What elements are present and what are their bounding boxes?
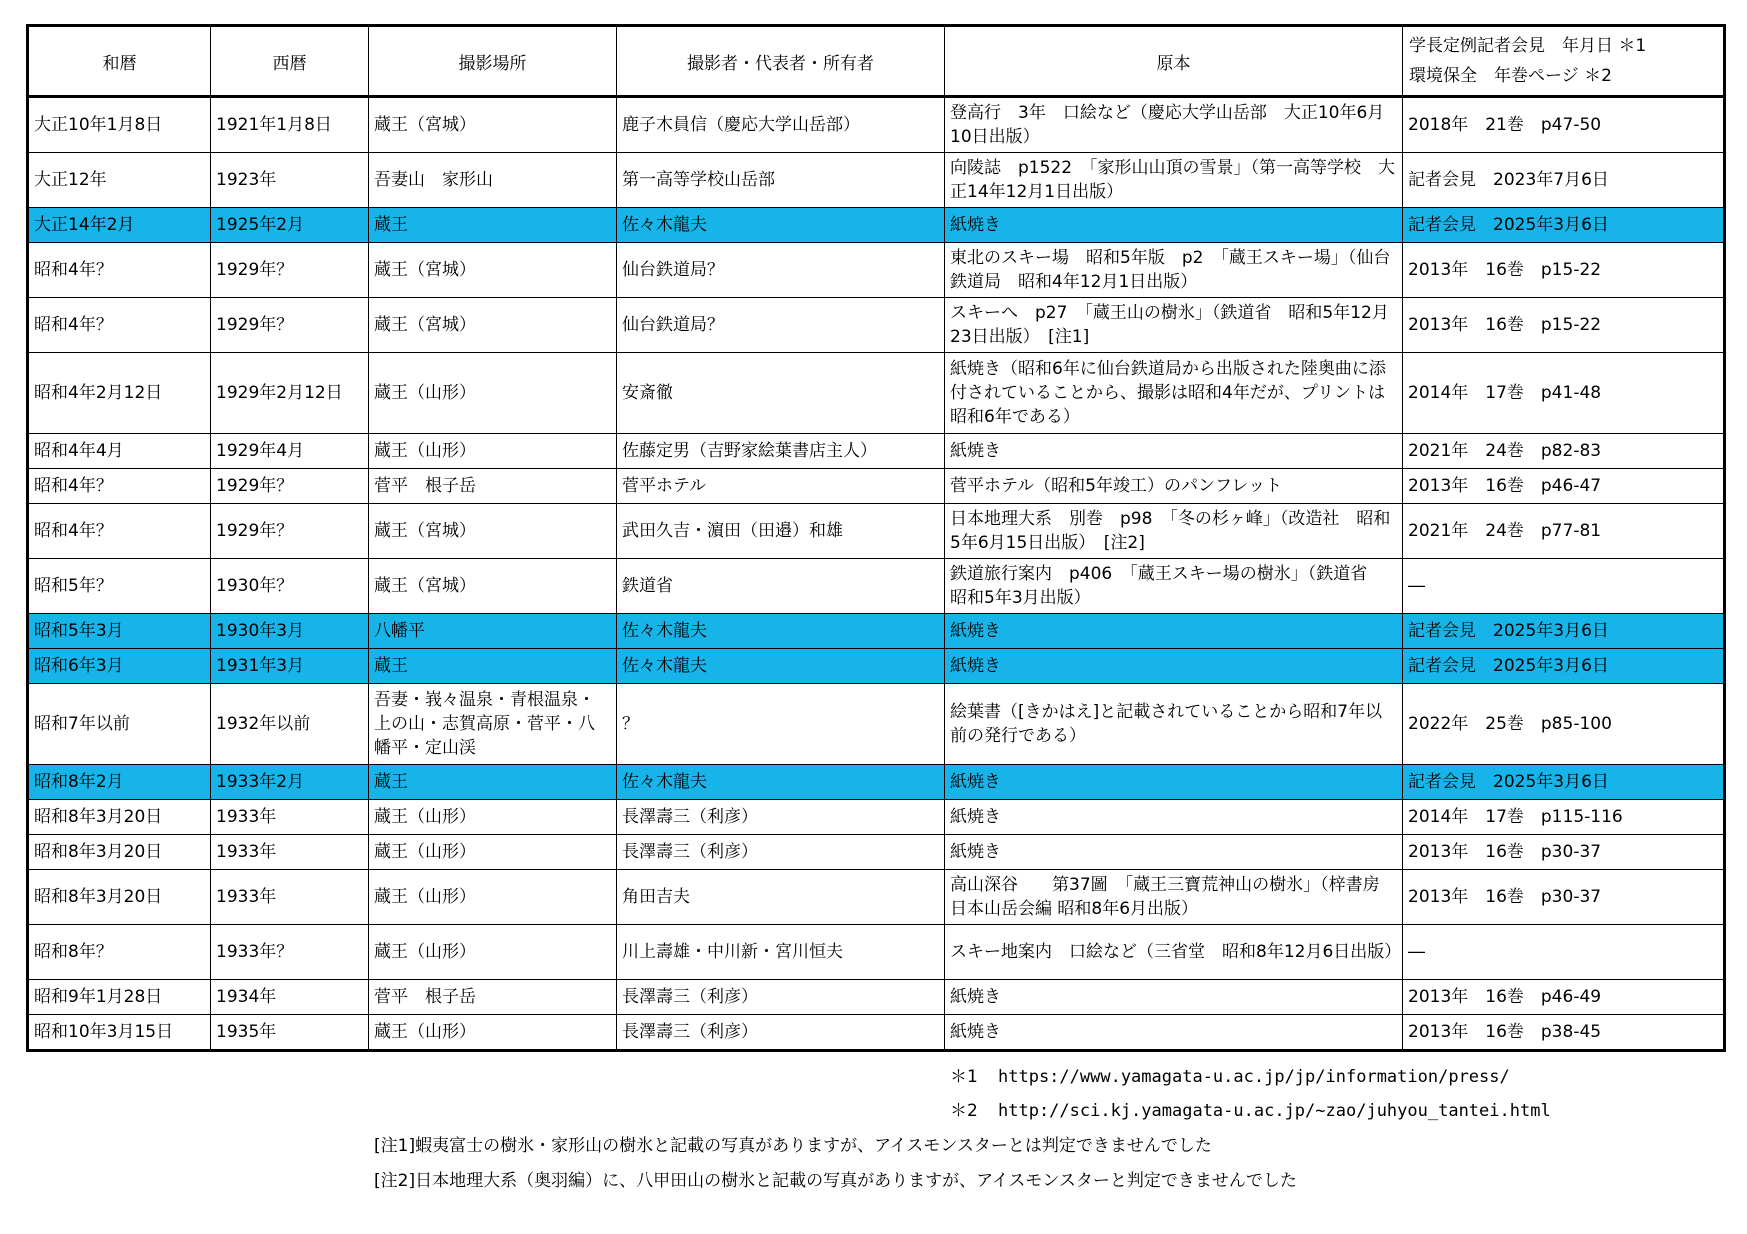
photographer-cell: 仙台鉄道局？ [617, 243, 945, 298]
source-cell: 紙焼き [945, 208, 1403, 243]
photographer-cell: 長澤壽三（利彦） [617, 980, 945, 1015]
ice-monster-photo-records-table [26, 24, 1726, 1052]
header-japanese-era: 和暦 [28, 26, 211, 97]
reference-cell: 2013年 16巻 p46-49 [1403, 980, 1725, 1015]
year-cell: 1921年1月8日 [211, 97, 369, 153]
year-cell: 1930年？ [211, 559, 369, 614]
photographer-cell: 第一高等学校山岳部 [617, 153, 945, 208]
header-reference [1403, 26, 1725, 97]
source-cell: 菅平ホテル（昭和5年竣工）のパンフレット [945, 469, 1403, 504]
photographer-cell: 鉄道省 [617, 559, 945, 614]
reference-cell: 2022年 25巻 p85-100 [1403, 684, 1725, 765]
reference-cell: 2013年 16巻 p15-22 [1403, 243, 1725, 298]
source-cell: 紙焼き（昭和6年に仙台鉄道局から出版された陸奥曲に添付されていることから、撮影は昭和4年だが、プリントは昭和6年である） [945, 353, 1403, 434]
era-cell: 昭和8年？ [28, 925, 211, 980]
year-cell: 1929年4月 [211, 434, 369, 469]
source-cell: 紙焼き [945, 649, 1403, 684]
table-row [28, 243, 1725, 298]
records-table-container [26, 24, 1723, 1052]
reference-cell: 2021年 24巻 p82-83 [1403, 434, 1725, 469]
era-cell: 昭和4年？ [28, 298, 211, 353]
year-cell: 1929年？ [211, 298, 369, 353]
location-cell: 蔵王 [369, 765, 617, 800]
source-cell: 高山深谷 第37圖 「蔵王三寶荒神山の樹氷」（梓書房 日本山岳会編 昭和8年6月出版） [945, 870, 1403, 925]
reference-cell: 2014年 17巻 p41-48 [1403, 353, 1725, 434]
table-row [28, 765, 1725, 800]
era-cell: 昭和8年3月20日 [28, 800, 211, 835]
location-cell: 蔵王（宮城） [369, 298, 617, 353]
photographer-cell: 佐藤定男（吉野家絵葉書店主人） [617, 434, 945, 469]
location-cell: 八幡平 [369, 614, 617, 649]
era-cell: 大正10年1月8日 [28, 97, 211, 153]
era-cell: 昭和5年3月 [28, 614, 211, 649]
source-cell: 紙焼き [945, 765, 1403, 800]
year-cell: 1933年 [211, 800, 369, 835]
location-cell: 蔵王（宮城） [369, 243, 617, 298]
year-cell: 1929年？ [211, 504, 369, 559]
footnote-2 [950, 1096, 1551, 1121]
era-cell: 昭和5年？ [28, 559, 211, 614]
era-cell: 昭和4年？ [28, 243, 211, 298]
era-cell: 昭和10年3月15日 [28, 1015, 211, 1051]
reference-cell: 2013年 16巻 p15-22 [1403, 298, 1725, 353]
location-cell: 蔵王 [369, 649, 617, 684]
reference-cell: ― [1403, 559, 1725, 614]
photographer-cell: 長澤壽三（利彦） [617, 835, 945, 870]
year-cell: 1933年 [211, 835, 369, 870]
source-cell: スキーへ p27 「蔵王山の樹氷」（鉄道省 昭和5年12月23日出版） [注1] [945, 298, 1403, 353]
location-cell: 蔵王（山形） [369, 925, 617, 980]
footnote-2-url[interactable]: http://sci.kj.yamagata-u.ac.jp/~zao/juhyou_tantei.html [998, 1101, 1551, 1121]
table-row [28, 469, 1725, 504]
header-reference-line1: 学長定例記者会見 年月日 ＊1 [1409, 36, 1647, 56]
source-cell: 紙焼き [945, 980, 1403, 1015]
era-cell: 昭和8年3月20日 [28, 870, 211, 925]
year-cell: 1929年？ [211, 243, 369, 298]
reference-cell: 2013年 16巻 p38-45 [1403, 1015, 1725, 1051]
table-row [28, 649, 1725, 684]
era-cell: 昭和4年？ [28, 504, 211, 559]
location-cell: 蔵王（山形） [369, 835, 617, 870]
year-cell: 1933年2月 [211, 765, 369, 800]
photographer-cell: 武田久吉・濵田（田邉）和雄 [617, 504, 945, 559]
reference-cell: 2013年 16巻 p46-47 [1403, 469, 1725, 504]
reference-cell: 2013年 16巻 p30-37 [1403, 870, 1725, 925]
location-cell: 蔵王（山形） [369, 870, 617, 925]
era-cell: 大正12年 [28, 153, 211, 208]
location-cell: 吾妻・峩々温泉・青根温泉・上の山・志賀高原・菅平・八幡平・定山渓 [369, 684, 617, 765]
photographer-cell: 長澤壽三（利彦） [617, 800, 945, 835]
era-cell: 昭和4年？ [28, 469, 211, 504]
source-cell: 絵葉書（[きかはえ]と記載されていることから昭和7年以前の発行である） [945, 684, 1403, 765]
year-cell: 1925年2月 [211, 208, 369, 243]
era-cell: 昭和8年3月20日 [28, 835, 211, 870]
reference-cell: 2021年 24巻 p77-81 [1403, 504, 1725, 559]
source-cell: 紙焼き [945, 1015, 1403, 1051]
photographer-cell: 川上壽雄・中川新・宮川恒夫 [617, 925, 945, 980]
photographer-cell: 菅平ホテル [617, 469, 945, 504]
source-cell: 紙焼き [945, 835, 1403, 870]
table-row [28, 1015, 1725, 1051]
table-row [28, 97, 1725, 153]
reference-cell: ― [1403, 925, 1725, 980]
source-cell: 紙焼き [945, 614, 1403, 649]
header-location: 撮影場所 [369, 26, 617, 97]
table-row [28, 870, 1725, 925]
era-cell: 昭和4年4月 [28, 434, 211, 469]
reference-cell: 記者会見 2025年3月6日 [1403, 765, 1725, 800]
table-row [28, 684, 1725, 765]
table-row [28, 208, 1725, 243]
photographer-cell: 安斎徹 [617, 353, 945, 434]
header-photographer: 撮影者・代表者・所有者 [617, 26, 945, 97]
location-cell: 蔵王（山形） [369, 800, 617, 835]
photographer-cell: 角田吉夫 [617, 870, 945, 925]
year-cell: 1929年？ [211, 469, 369, 504]
table-row [28, 298, 1725, 353]
year-cell: 1929年2月12日 [211, 353, 369, 434]
era-cell: 昭和9年1月28日 [28, 980, 211, 1015]
source-cell: 鉄道旅行案内 p406 「蔵王スキー場の樹氷」（鉄道省 昭和5年3月出版） [945, 559, 1403, 614]
table-row [28, 353, 1725, 434]
location-cell: 蔵王（宮城） [369, 97, 617, 153]
footnote-2-mark: ＊2 [950, 1101, 978, 1121]
era-cell: 昭和8年2月 [28, 765, 211, 800]
table-row [28, 434, 1725, 469]
table-row [28, 925, 1725, 980]
location-cell: 菅平 根子岳 [369, 980, 617, 1015]
photographer-cell: 佐々木龍夫 [617, 649, 945, 684]
reference-cell: 2013年 16巻 p30-37 [1403, 835, 1725, 870]
header-reference-line2: 環境保全 年巻ページ ＊2 [1409, 66, 1612, 86]
table-header-row [28, 26, 1725, 97]
reference-cell: 記者会見 2023年7月6日 [1403, 153, 1725, 208]
location-cell: 菅平 根子岳 [369, 469, 617, 504]
photographer-cell: ？ [617, 684, 945, 765]
year-cell: 1935年 [211, 1015, 369, 1051]
table-row [28, 835, 1725, 870]
era-cell: 昭和6年3月 [28, 649, 211, 684]
year-cell: 1933年？ [211, 925, 369, 980]
location-cell: 蔵王（山形） [369, 1015, 617, 1051]
reference-cell: 2014年 17巻 p115-116 [1403, 800, 1725, 835]
year-cell: 1933年 [211, 870, 369, 925]
location-cell: 蔵王（山形） [369, 353, 617, 434]
year-cell: 1934年 [211, 980, 369, 1015]
footnote-1 [950, 1062, 1510, 1087]
reference-cell: 記者会見 2025年3月6日 [1403, 208, 1725, 243]
source-cell: 日本地理大系 別巻 p98 「冬の杉ヶ峰」（改造社 昭和5年6月15日出版） [注2] [945, 504, 1403, 559]
year-cell: 1932年以前 [211, 684, 369, 765]
source-cell: 東北のスキー場 昭和5年版 p2 「蔵王スキー場」（仙台鉄道局 昭和4年12月1日出版） [945, 243, 1403, 298]
year-cell: 1931年3月 [211, 649, 369, 684]
photographer-cell: 仙台鉄道局？ [617, 298, 945, 353]
table-row [28, 559, 1725, 614]
photographer-cell: 鹿子木員信（慶応大学山岳部） [617, 97, 945, 153]
reference-cell: 記者会見 2025年3月6日 [1403, 614, 1725, 649]
header-original-source: 原本 [945, 26, 1403, 97]
reference-cell: 記者会見 2025年3月6日 [1403, 649, 1725, 684]
location-cell: 蔵王 [369, 208, 617, 243]
table-body [28, 97, 1725, 1051]
photographer-cell: 長澤壽三（利彦） [617, 1015, 945, 1051]
year-cell: 1930年3月 [211, 614, 369, 649]
location-cell: 蔵王（宮城） [369, 504, 617, 559]
table-row [28, 504, 1725, 559]
reference-cell: 2018年 21巻 p47-50 [1403, 97, 1725, 153]
source-cell: 紙焼き [945, 800, 1403, 835]
era-cell: 昭和7年以前 [28, 684, 211, 765]
year-cell: 1923年 [211, 153, 369, 208]
source-cell: 向陵誌 p1522 「家形山山頂の雪景」（第一高等学校 大正14年12月1日出版） [945, 153, 1403, 208]
table-row [28, 800, 1725, 835]
note-2: [注2]日本地理大系（奥羽編）に、八甲田山の樹氷と記載の写真がありますが、アイスモンスターと判定できませんでした [374, 1171, 1297, 1191]
location-cell: 吾妻山 家形山 [369, 153, 617, 208]
photographer-cell: 佐々木龍夫 [617, 614, 945, 649]
footnote-1-url[interactable]: https://www.yamagata-u.ac.jp/jp/information/press/ [998, 1067, 1510, 1087]
era-cell: 昭和4年2月12日 [28, 353, 211, 434]
table-row [28, 153, 1725, 208]
header-western-year: 西暦 [211, 26, 369, 97]
location-cell: 蔵王（宮城） [369, 559, 617, 614]
source-cell: 紙焼き [945, 434, 1403, 469]
source-cell: スキー地案内 口絵など（三省堂 昭和8年12月6日出版） [945, 925, 1403, 980]
location-cell: 蔵王（山形） [369, 434, 617, 469]
source-cell: 登高行 3年 口絵など（慶応大学山岳部 大正10年6月10日出版） [945, 97, 1403, 153]
photographer-cell: 佐々木龍夫 [617, 208, 945, 243]
table-row [28, 980, 1725, 1015]
table-row [28, 614, 1725, 649]
era-cell: 大正14年2月 [28, 208, 211, 243]
note-1: [注1]蝦夷富士の樹氷・家形山の樹氷と記載の写真がありますが、アイスモンスターとは判定できませんでした [374, 1136, 1212, 1156]
photographer-cell: 佐々木龍夫 [617, 765, 945, 800]
footnote-1-mark: ＊1 [950, 1067, 978, 1087]
